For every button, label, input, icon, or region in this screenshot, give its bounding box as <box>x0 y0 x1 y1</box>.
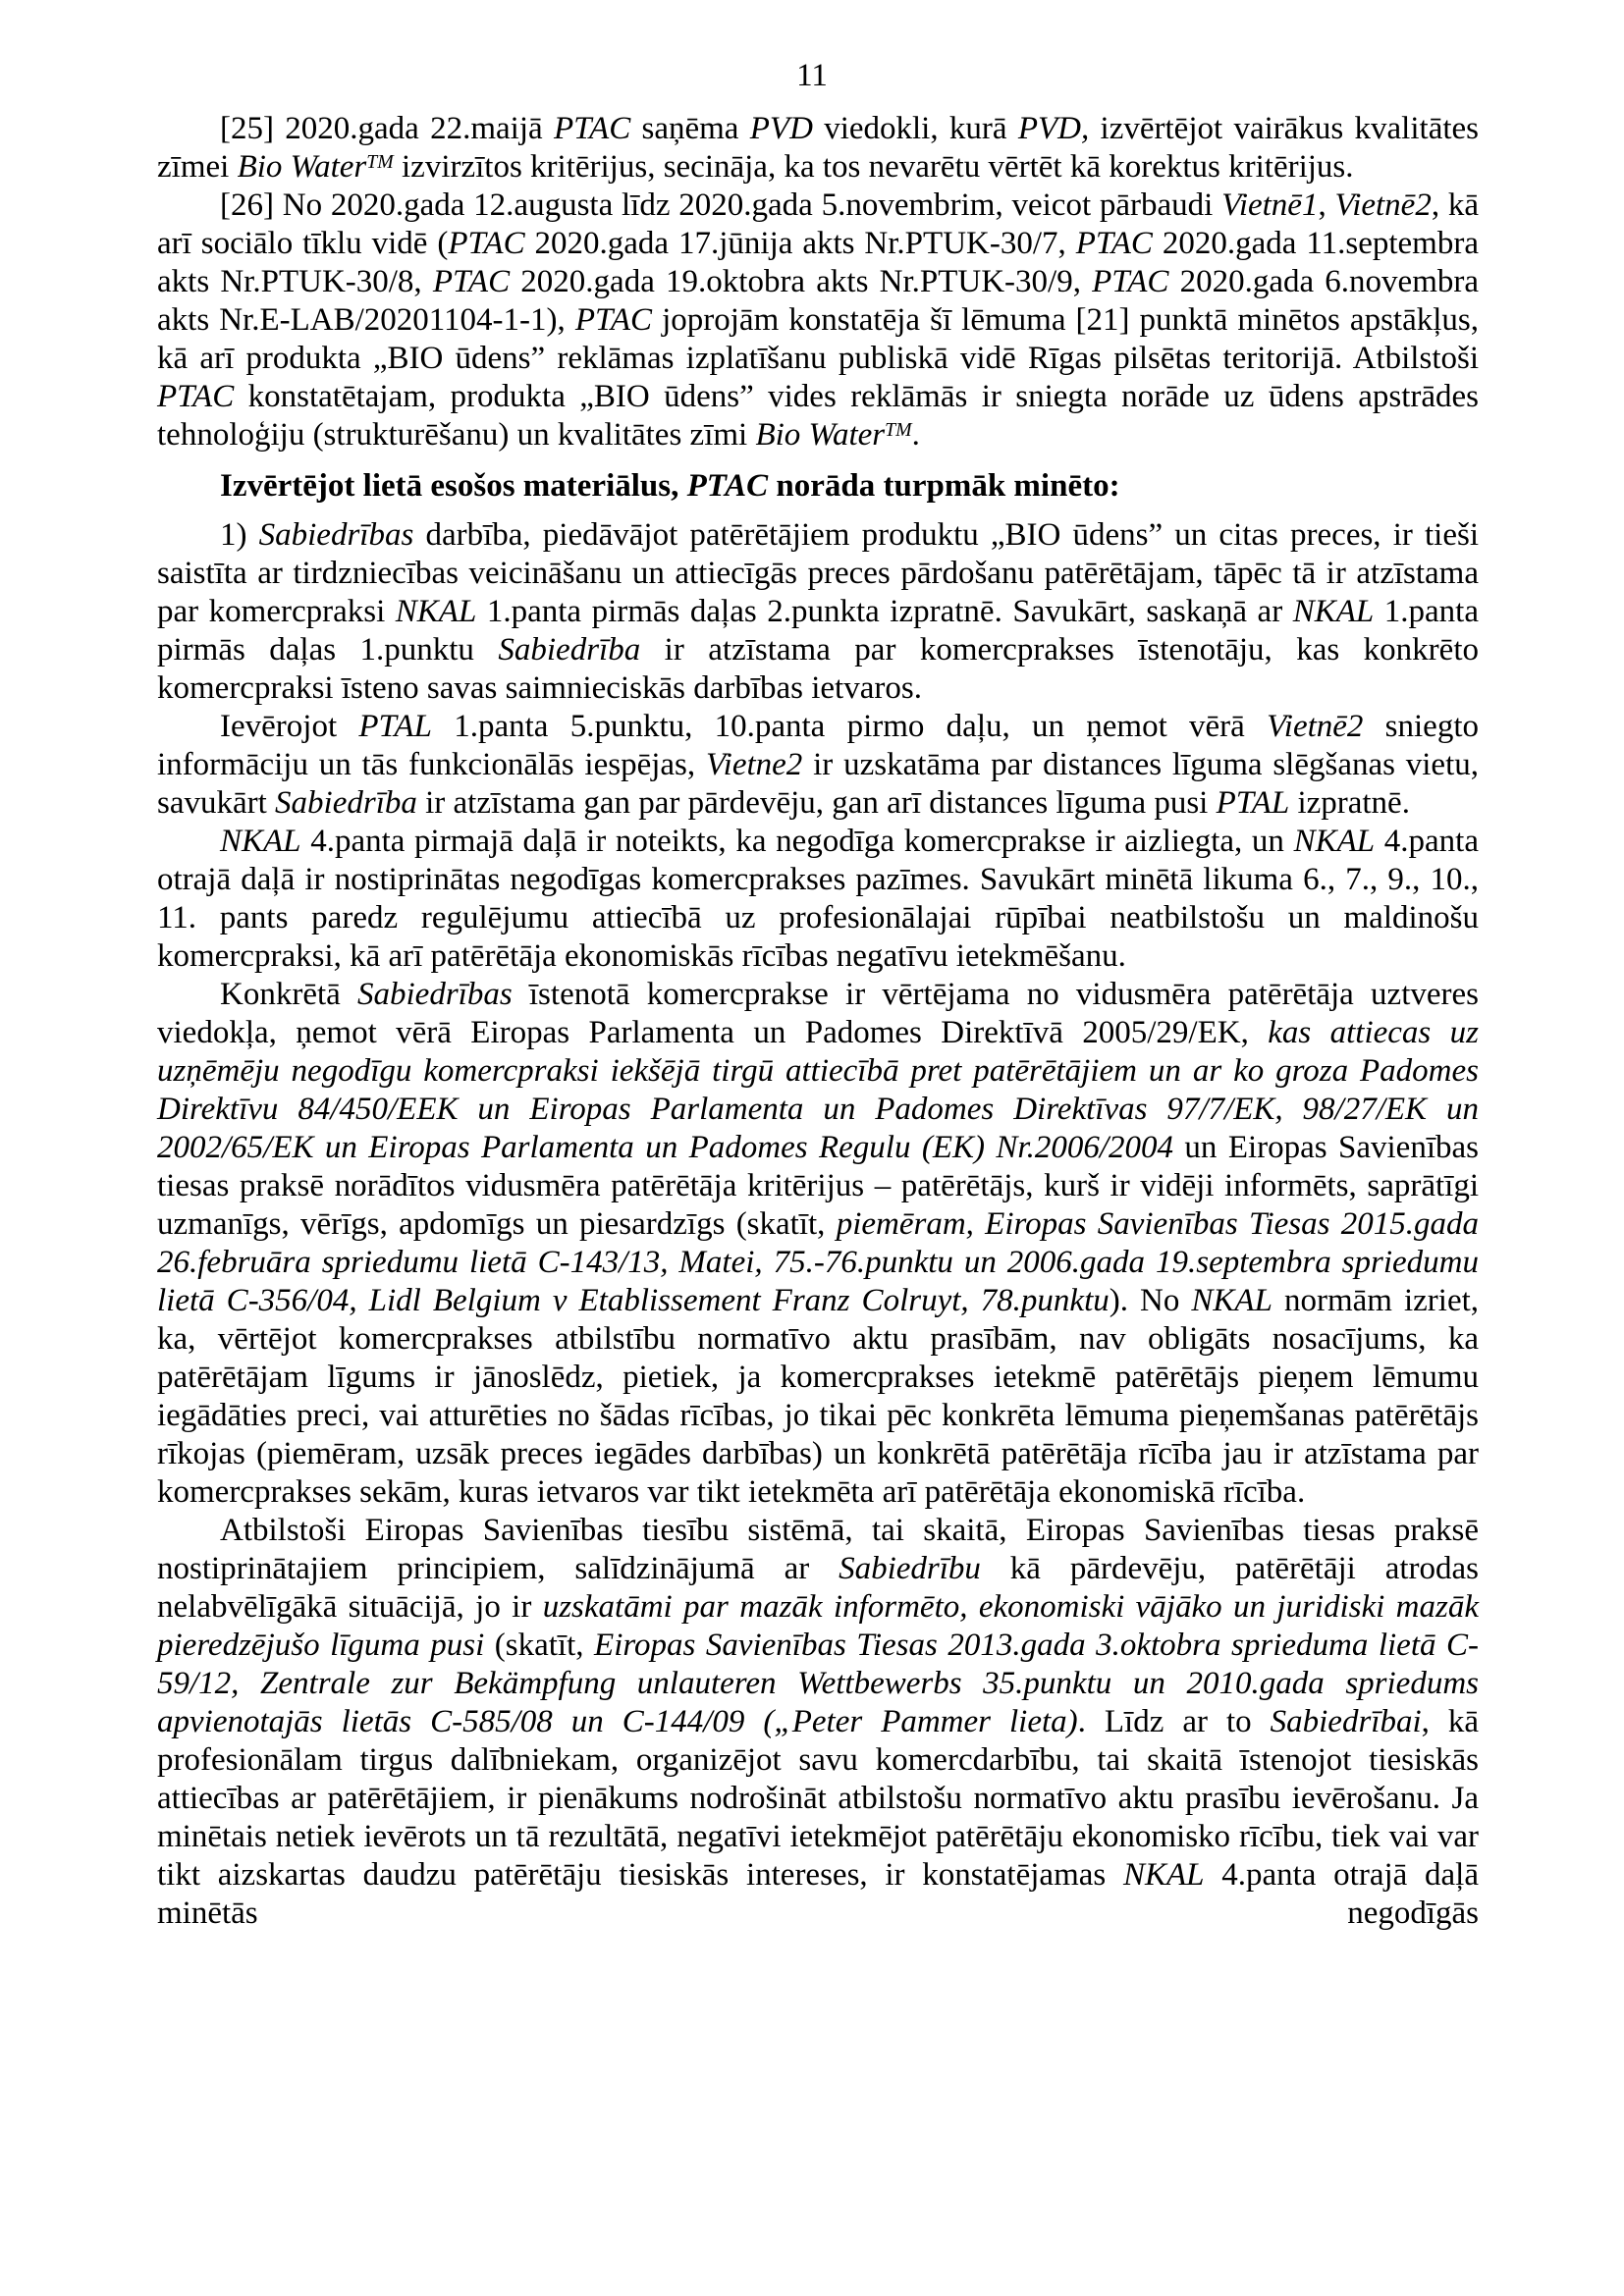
text-run: saņēma <box>630 111 750 146</box>
text-run: , kā profesionālam tirgus dalībniekam, organizējot savu komercdarbību, tai skaitā īstenojot tiesiskās attiecības ar patērētājiem, ir pienākums nodrošināt atbilstošu normatīvo aktu prasību ievērošanu. Ja minētais netiek ievērots un tā rezultātā, negatīvi ietekmējot patērētāju ekonomisko rīcību, tiek vai var tikt aizskartas daudzu patērētāju tiesiskās intereses, ir konstatējamas <box>157 1704 1480 1893</box>
text-run: viedokli, kurā <box>812 111 1018 146</box>
text-run: uzskatāmi par mazāk informēto, ekonomiski vājāko un juridiski mazāk pieredzējušo līguma pusi <box>157 1589 1479 1663</box>
text-run: TM <box>885 419 912 442</box>
text-run: Vietnē1 <box>1221 187 1319 223</box>
text-run: 4.panta otrajā daļā ir nostiprinātas negodīgas komercprakses pazīmes. Savukārt minētā likuma 6., 7., 9., 10., 11. pants paredz regulējumu attiecībā uz profesionālajai rūpībai neatbilstošu un maldinošu komercpraksi, kā arī patērētāja ekonomiskās rīcības negatīvu ietekmēšanu. <box>157 824 1479 974</box>
paragraph-average-consumer <box>157 976 1479 1512</box>
text-run: . <box>911 417 920 453</box>
text-run: ir atzīstama gan par pārdevēju, gan arī distances līguma pusi <box>416 785 1217 821</box>
paragraph-point-1 <box>157 516 1479 708</box>
text-run: NKAL <box>1191 1283 1272 1318</box>
text-run: konstatētajam, produkta „BIO ūdens” vides reklāmās ir sniegta norāde uz ūdens apstrādes tehnoloģiju (strukturēšanu) un kvalitātes zīmi <box>157 379 1479 453</box>
text-run: kas attiecas uz uzņēmēju negodīgu komercpraksi iekšējā tirgū attiecībā pret patērētājiem un ar ko groza Padomes Direktīvu 84/450/EEK un Eiropas Parlamenta un Padomes Direktīvas 97/7/EK, 98/27/EK un 2002/65/EK un Eiropas Parlamenta un Padomes Regulu (EK) Nr.2006/2004 <box>157 1015 1479 1165</box>
text-run: piemēram, Eiropas Savienības Tiesas 2015.gada 26.februāra spriedumu lietā C-143/13, Matei, 75.-76.punktu un 2006.gada 19.septembra spriedumu lietā C-356/04, Lidl Belgium v Etablissement Franz Colruyt, 78.punktu <box>157 1206 1479 1318</box>
text-run: izvērtējot vairākus kvalitātes zīmei <box>157 111 1479 185</box>
page-number: 11 <box>796 58 828 93</box>
text-run: PTAL <box>1216 785 1290 821</box>
text-run: 2020.gada 19.oktobra akts Nr.PTUK-30/9, <box>510 264 1093 299</box>
text-run: PTAC <box>157 379 235 414</box>
text-run: PTAC <box>574 302 653 338</box>
text-run: PTAC <box>432 264 511 299</box>
text-run: PTAC <box>686 468 769 504</box>
paragraph-ptal <box>157 708 1479 823</box>
text-run: ). No <box>1109 1283 1192 1318</box>
text-run: ir uzskatāma par distances līguma slēgšanas vietu, savukārt <box>157 747 1480 821</box>
text-run: Bio Water <box>755 417 886 453</box>
text-run: PTAC <box>448 226 525 261</box>
text-run: 1.panta 5.punktu, 10.panta pirmo daļu, un ņemot vērā <box>431 709 1268 744</box>
text-run: 1.panta pirmās daļas 1.punktu <box>157 594 1479 667</box>
text-run: NKAL <box>395 594 477 629</box>
text-run: darbība, piedāvājot patērētājiem produktu „BIO ūdens” un citas preces, ir tieši saistīta ar tirdzniecības veicināšanu un attiecīgās preces pārdošanu patērētājam, tāpēc tā ir atzīstama par komercpraksi <box>157 517 1479 629</box>
text-run: norāda turpmāk minēto: <box>768 468 1120 504</box>
text-run: , kā arī sociālo tīklu vidē ( <box>157 187 1479 261</box>
text-run: 2020.gada 17.jūnija akts Nr.PTUK-30/7, <box>524 226 1076 261</box>
text-run: izpratnē. <box>1289 785 1410 821</box>
text-run: ir atzīstama par komercprakses īstenotāju, kas konkrēto komercpraksi īsteno savas saimnieciskās darbības ietvaros. <box>157 632 1479 706</box>
paragraph-nkal-4 <box>157 823 1479 976</box>
document-body <box>157 110 1479 1933</box>
text-run: sniegto informāciju un tās funkcionālās iespējas, <box>157 709 1479 782</box>
text-run: (skatīt, <box>484 1628 595 1663</box>
text-run: Bio Water <box>237 149 367 185</box>
text-run: . Līdz ar to <box>1077 1704 1271 1739</box>
paragraph-eu-law <box>157 1512 1479 1933</box>
text-run: , <box>1318 187 1335 223</box>
text-run: Vietne2 <box>705 747 803 782</box>
text-run: Vietnē2 <box>1334 187 1432 223</box>
text-run: un Eiropas Savienības tiesas praksē norādītos vidusmēra patērētāja kritērijus – patērētājs, kurš ir vidēji informēts, saprātīgi uzmanīgs, vērīgs, apdomīgs un piesardzīgs (skatīt, <box>157 1130 1479 1242</box>
paragraph-26 <box>157 187 1479 454</box>
text-run: Sabiedrību <box>839 1551 981 1586</box>
text-run: Vietnē2 <box>1267 709 1364 744</box>
text-run: 4.panta otrajā daļā minētās negodīgās <box>157 1857 1479 1931</box>
text-run: 2020.gada 11.septembra akts Nr.PTUK-30/8, <box>157 226 1479 299</box>
text-run: Eiropas Savienības Tiesas 2013.gada 3.oktobra sprieduma lietā C-59/12, Zentrale zur Bekämpfung unlauteren Wettbewerbs 35.punktu un 2010.gada spriedums apvienotajās lietās C-585/08 un C-144/09 („Peter Pammer lieta) <box>157 1628 1480 1739</box>
text-run: PVD, <box>1017 111 1090 146</box>
text-run: Sabiedrība <box>275 785 417 821</box>
text-run: īstenotā komercprakse ir vērtējama no vidusmēra patērētāja uztveres viedokļa, ņemot vērā Eiropas Parlamenta un Padomes Direktīvā 2005/29/EK, <box>157 977 1479 1050</box>
text-run: izvirzītos kritērijus, secināja, ka tos nevarētu vērtēt kā korektus kritērijus. <box>393 149 1354 185</box>
paragraph-25 <box>157 110 1479 187</box>
text-run: Atbilstoši Eiropas Savienības tiesību sistēmā, tai skaitā, Eiropas Savienības tiesas praksē nostiprinātajiem principiem, salīdzinājumā ar <box>157 1513 1479 1586</box>
text-run: 4.panta pirmajā daļā ir noteikts, ka negodīga komercprakse ir aizliegta, un <box>300 824 1294 859</box>
text-run: Sabiedrībai <box>1270 1704 1422 1739</box>
text-run: 1.panta pirmās daļas 2.punkta izpratnē. Savukārt, saskaņā ar <box>476 594 1293 629</box>
text-run: 2020.gada 6.novembra akts Nr.E-LAB/20201104-1-1), <box>157 264 1479 338</box>
text-run: TM <box>366 151 394 174</box>
text-run: PTAL <box>358 709 432 744</box>
section-heading <box>157 467 1479 506</box>
text-run: [25] 2020.gada 22.maijā <box>220 111 554 146</box>
text-run: PTAC <box>1075 226 1153 261</box>
text-run: 1) <box>220 517 259 553</box>
text-run: Ievērojot <box>220 709 359 744</box>
text-run: NKAL <box>1122 1857 1205 1893</box>
text-run: Sabiedrība <box>498 632 641 667</box>
text-run: PVD <box>749 111 813 146</box>
text-run: Sabiedrības <box>357 977 513 1012</box>
text-run: NKAL <box>220 824 301 859</box>
text-run: joprojām konstatēja šī lēmuma [21] punktā minētos apstākļus, kā arī produkta „BIO ūdens” reklāmas izplatīšanu publiskā vidē Rīgas pilsētas teritorijā. Atbilstoši <box>157 302 1479 376</box>
text-run: kā pārdevēju, patērētāji atrodas nelabvēlīgākā situācijā, jo ir <box>157 1551 1479 1625</box>
text-run: NKAL <box>1292 594 1375 629</box>
text-run: PTAC <box>553 111 631 146</box>
text-run: PTAC <box>1092 264 1169 299</box>
text-run: Sabiedrības <box>258 517 414 553</box>
text-run: Konkrētā <box>220 977 357 1012</box>
text-run: Izvērtējot lietā esošos materiālus, <box>220 468 687 504</box>
text-run: normām izriet, ka, vērtējot komercprakses atbilstību normatīvo aktu prasībām, nav obligāts nosacījums, ka patērētājam līgums ir jānoslēdz, pietiek, ja komercprakses ietekmē patērētājs pieņem lēmumu iegādāties preci, vai atturēties no šādas rīcības, jo tikai pēc konkrēta lēmuma pieņemšanas patērētājs rīkojas (piemēram, uzsāk preces iegādes darbības) un konkrētā patērētāja rīcība jau ir atzīstama par komercprakses sekām, kuras ietvaros var tikt ietekmēta arī patērētāja ekonomiskā rīcība. <box>157 1283 1480 1510</box>
text-run: [26] No 2020.gada 12.augusta līdz 2020.gada 5.novembrim, veicot pārbaudi <box>220 187 1222 223</box>
text-run: NKAL <box>1293 824 1376 859</box>
